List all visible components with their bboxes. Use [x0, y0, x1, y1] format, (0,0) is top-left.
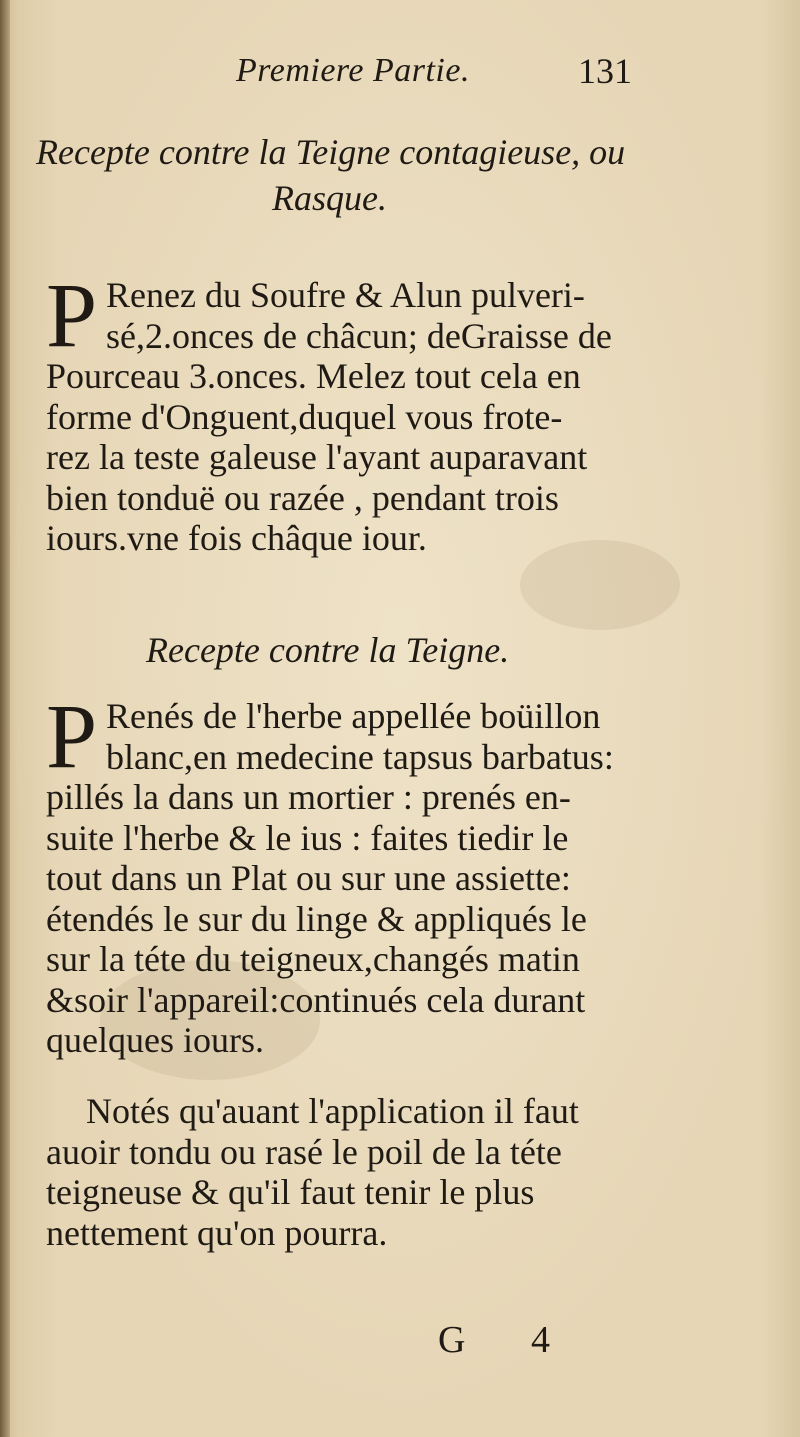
text-line: Notés qu'auant l'application il faut — [86, 1091, 579, 1131]
signature-mark: G 4 — [438, 1319, 578, 1361]
recipe-2-title: Recepte contre la Teigne. — [146, 630, 510, 670]
text-line: suite l'herbe & le ius : faites tiedir le — [46, 817, 569, 858]
text-line: tout dans un Plat ou sur une assiette: — [46, 858, 571, 898]
page-number: 131 — [578, 51, 632, 91]
text-line: iours.vne fois châque iour. — [46, 518, 427, 558]
text-line: &soir l'appareil:continués cela durant — [46, 979, 586, 1020]
recipe-1-body — [46, 264, 706, 559]
recipe-2-dropcap-row — [46, 685, 706, 787]
running-head: Premiere Partie. — [236, 52, 470, 89]
text-line: Pourceau 3.onces. Melez tout cela en — [46, 356, 581, 396]
drop-cap: P — [46, 685, 98, 787]
recipe-1-title: Recepte contre la Teigne contagieuse, ou — [36, 132, 626, 172]
text-line: quelques iours. — [46, 1020, 264, 1060]
text-line: pillés la dans un mortier : prenés en- — [46, 777, 571, 817]
text-line: forme d'Onguent,duquel vous frote- — [46, 396, 563, 437]
text-line: Renez du Soufre & Alun pulveri- — [106, 275, 585, 315]
text-line: bien tonduë ou razée , pendant trois — [46, 477, 559, 518]
text-line: étendés le sur du linge & appliqués le — [46, 898, 587, 939]
text-line: sé,2.onces de châcun; deGraisse de — [106, 315, 612, 356]
text-line: sur la téte du teigneux,changés matin — [46, 939, 580, 979]
drop-cap: P — [46, 264, 98, 366]
recipe-1-title-cont: Rasque. — [272, 178, 387, 218]
text-line: auoir tondu ou rasé le poil de la téte — [46, 1131, 562, 1172]
text-line: rez la teste galeuse l'ayant auparavant — [46, 437, 588, 477]
text-line: Renés de l'herbe appellée boüillon — [106, 696, 601, 736]
text-line: blanc,en medecine tapsus barbatus: — [106, 736, 614, 777]
recipe-2-note — [46, 1091, 706, 1253]
text-line: teigneuse & qu'il faut tenir le plus — [46, 1172, 535, 1212]
text-line: nettement qu'on pourra. — [46, 1212, 388, 1253]
page-gutter — [0, 0, 10, 1437]
recipe-2-body — [46, 685, 706, 1061]
recipe-1-dropcap-row — [46, 264, 706, 366]
